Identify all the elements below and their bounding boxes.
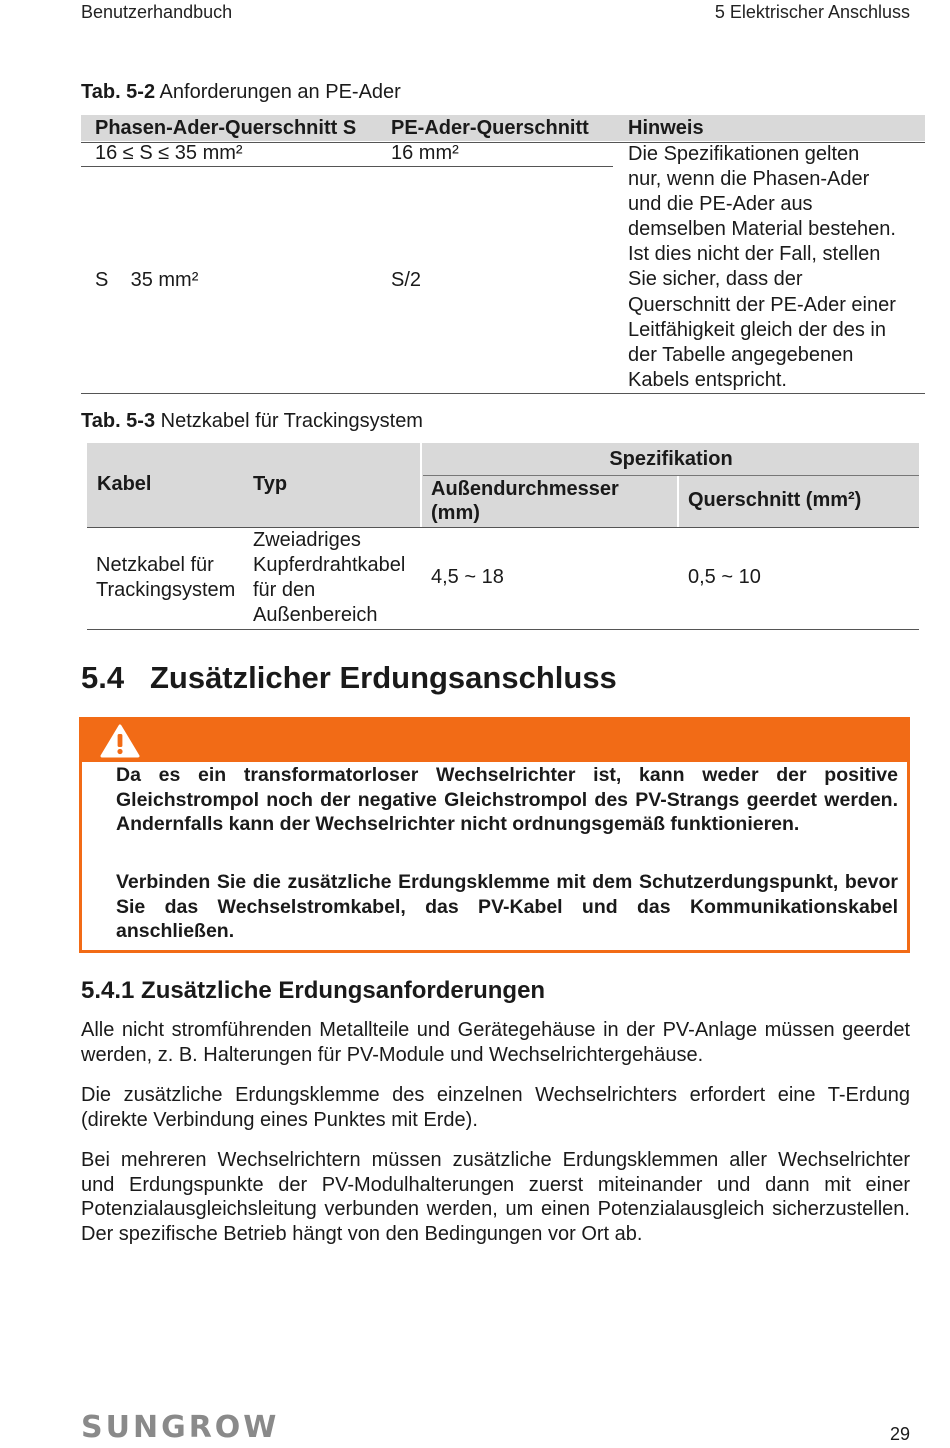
note-line: Leitfähigkeit gleich der des in <box>628 318 886 341</box>
header-cross-section: Querschnitt (mm²) <box>688 489 862 511</box>
table-caption <box>81 81 401 104</box>
cell-type-line: Außenbereich <box>253 604 378 626</box>
header-phase-cross-section: Phasen-Ader-Querschnitt S <box>95 117 357 139</box>
section-title: Zusätzlicher Erdungsanschluss <box>149 660 617 695</box>
spec-rule <box>423 475 919 476</box>
warning-paragraph-1: Da es ein transformatorloser Wechselrichter ist, kann weder der positive Gleichstrompol noch der negative Gleichstrompol des PV-Strangs geerdet werden. Andernfalls kann der Wechselrichter nicht ordnungsgemäß funktionieren. <box>116 764 898 835</box>
note-line: Kabels entspricht. <box>628 368 787 391</box>
row2-phase: S 35 mm² <box>95 269 199 291</box>
tracking-cable-table <box>87 443 919 631</box>
cell-cable-line: Trackingsystem <box>96 579 236 601</box>
warning-paragraph-2: Verbinden Sie die zusätzliche Erdungsklemme mit dem Schutzerdungspunkt, bevor Sie das Wechselstromkabel, das PV-Kabel und das Kommunikationskabel anschließen. <box>116 871 898 942</box>
cell-cable-line: Netzkabel für <box>96 554 214 576</box>
header-type: Typ <box>253 473 288 495</box>
body-paragraph: Alle nicht stromführenden Metallteile und Gerätegehäuse in der PV-Anlage müssen geerdet werden, z. B. Halterungen für PV-Module und Wechselrichtergehäuse. <box>81 1019 910 1066</box>
note-line: Die Spezifikationen gelten <box>628 143 860 165</box>
table-bottom-rule <box>87 629 919 630</box>
note-line: Querschnitt der PE-Ader einer <box>628 293 896 316</box>
page-number: 29 <box>889 1424 910 1444</box>
cell-diameter: 4,5 ~ 18 <box>431 566 504 588</box>
header-note: Hinweis <box>628 117 704 139</box>
running-header-right: 5 Elektrischer Anschluss <box>714 2 910 22</box>
running-header-left: Benutzerhandbuch <box>81 2 233 22</box>
table-number: Tab. 5-2 <box>81 81 156 103</box>
cell-type <box>253 528 405 628</box>
cell-cross-section: 0,5 ~ 10 <box>688 566 761 588</box>
sungrow-logo: SUNGROW <box>81 1410 280 1445</box>
row2-pe: S/2 <box>391 269 422 291</box>
note-line: der Tabelle angegebenen <box>628 343 854 366</box>
cell-cable <box>96 553 235 603</box>
column-separator <box>677 476 679 527</box>
section-heading <box>81 660 617 696</box>
table-bottom-rule <box>81 393 925 394</box>
subsection-heading: 5.4.1 Zusätzliche Erdungsanforderungen <box>81 977 546 1004</box>
note-line: Ist dies nicht der Fall, stellen <box>628 243 881 266</box>
row1-pe: 16 mm² <box>391 142 459 164</box>
row1-phase: 16 ≤ S ≤ 35 mm² <box>95 142 243 164</box>
note-line: nur, wenn die Phasen-Ader <box>628 168 870 191</box>
body-paragraph: Die zusätzliche Erdungsklemme des einzelnen Wechselrichters erfordert eine T-Erdung (direkte Verbindung eines Punktes mit Erde). <box>81 1084 910 1131</box>
cell-type-line: für den <box>253 579 316 601</box>
note-line: demselben Material bestehen. <box>628 218 896 241</box>
header-cable: Kabel <box>97 473 152 495</box>
body-paragraph: Bei mehreren Wechselrichtern müssen zusätzliche Erdungsklemmen aller Wechselrichter und Erdungspunkte der PV-Modulhalterungen zuerst miteinander und dann mit einer Potenzialausgleichsleitung verbunden werden, um einen Potenzialausgleich sicherzustellen. Der spezifische Betrieb hängt von den Bedingungen vor Ort ab. <box>81 1149 910 1245</box>
header-outer-diameter-line: Außendurchmesser <box>431 478 619 500</box>
warning-header-bar <box>82 720 907 762</box>
row1-rule <box>81 166 613 167</box>
table-header-row <box>81 115 925 141</box>
header-specification: Spezifikation <box>609 448 733 470</box>
note-line: Sie sicher, dass der <box>628 268 803 291</box>
warning-box <box>79 717 910 953</box>
header-pe-cross-section: PE-Ader-Querschnitt <box>391 117 589 139</box>
section-number: 5.4 <box>81 660 125 695</box>
header-rule <box>87 527 919 528</box>
header-outer-diameter-unit: (mm) <box>431 502 480 524</box>
cell-type-line: Zweiadriges <box>253 529 361 551</box>
warning-triangle-icon <box>100 724 140 758</box>
table-caption <box>81 410 423 433</box>
column-separator <box>420 443 422 527</box>
table-title: Anforderungen an PE-Ader <box>159 81 401 103</box>
header-outer-diameter <box>431 477 619 525</box>
table-number: Tab. 5-3 <box>81 410 156 432</box>
note-cell <box>628 142 896 393</box>
cell-type-line: Kupferdrahtkabel <box>253 554 406 576</box>
table-title: Netzkabel für Trackingsystem <box>160 410 423 432</box>
note-line: und die PE-Ader aus <box>628 193 813 216</box>
pe-requirements-table <box>81 115 925 395</box>
